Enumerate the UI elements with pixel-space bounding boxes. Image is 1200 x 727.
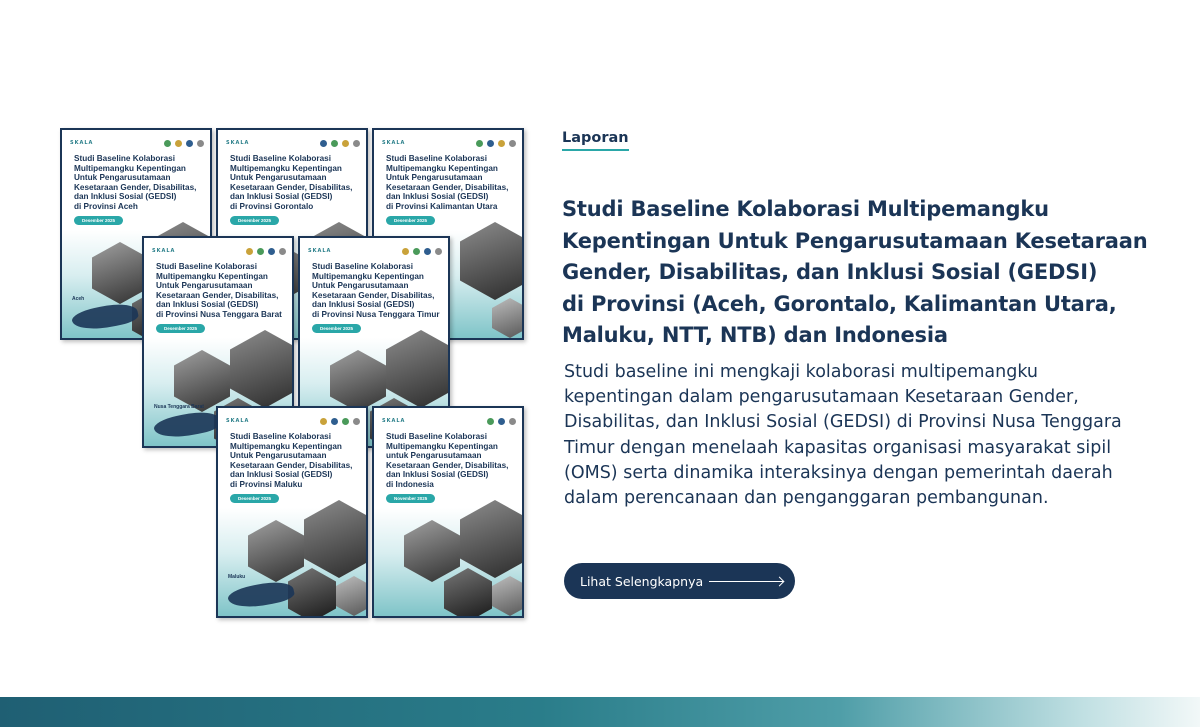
partner-logo-icon [197,140,204,147]
partner-logo-icon [186,140,193,147]
province-map-icon [152,407,221,442]
partner-logo-icon [413,248,420,255]
photo-hexagon [174,350,230,412]
cover-title: Studi Baseline Kolaborasi Multipemangku Kepentingan Untuk Pengarusutamaan Kesetaraan Gender, Disabilitas, dan Inklusi Sosial (GEDSI) di Provinsi Gorontalo [230,154,353,211]
partner-logo-icon [487,418,494,425]
report-cover-collage[interactable] [60,128,530,623]
partner-logo-icon [487,140,494,147]
photo-hexagon [304,500,368,578]
photo-hexagon [386,330,450,408]
partner-logo-icon [342,140,349,147]
partner-logo-icon [331,418,338,425]
report-cover-indonesia[interactable] [372,406,524,618]
partner-logo-icon [498,140,505,147]
partner-logo-icon [320,418,327,425]
partner-logo-icon [342,418,349,425]
cover-logo-row [308,246,442,256]
skala-logo: SKALA [152,248,176,254]
partner-logo-icon [402,248,409,255]
cover-logo-row [226,138,360,148]
cover-title: Studi Baseline Kolaborasi Multipemangku Kepentingan Untuk Pengarusutamaan Kesetaraan Gender, Disabilitas, dan Inklusi Sosial (GEDSI) di Provinsi Maluku [230,432,353,489]
cover-title: Studi Baseline Kolaborasi Multipemangku Kepentingan Untuk Pengarusutamaan Kesetaraan Gender, Disabilitas, dan Inklusi Sosial (GEDSI) di Provinsi Aceh [74,154,197,211]
see-more-label: Lihat Selengkapnya [580,573,704,589]
footer-gradient-bar [0,697,1200,727]
cover-title: Studi Baseline Kolaborasi Multipemangku Kepentingan Untuk Pengarusutamaan Kesetaraan Gender, Disabilitas, dan Inklusi Sosial (GEDSI) di Provinsi Nusa Tenggara Timur [312,262,440,319]
photo-hexagon [492,576,524,616]
partner-logo-icon [476,140,483,147]
partner-logo-icon [353,418,360,425]
partner-logo-icon [175,140,182,147]
cover-date-badge: Desember 2025 [386,216,435,225]
cover-date-badge: Desember 2025 [156,324,205,333]
cover-title: Studi Baseline Kolaborasi Multipemangku Kepentingan untuk Pengarusutamaan Kesetaraan Gender, Disabilitas, dan Inklusi Sosial (GEDSI) di Indonesia [386,432,509,489]
cover-logo-row [152,246,286,256]
partner-logo-icon [353,140,360,147]
partner-logo-icon [268,248,275,255]
skala-logo: SKALA [382,140,406,146]
photo-hexagon [492,298,524,338]
photo-hexagon [460,222,524,300]
cover-date-badge: Desember 2025 [230,216,279,225]
cover-date-badge: November 2025 [386,494,435,503]
cover-logo-row [382,138,516,148]
photo-hexagon [404,520,460,582]
partner-logo-icon [435,248,442,255]
partner-logo-icon [279,248,286,255]
cover-region-label: Maluku [228,574,246,580]
photo-hexagon [336,576,368,616]
partner-logo-icon [257,248,264,255]
photo-hexagon [92,242,148,304]
province-map-icon [70,299,139,334]
partner-logo-icon [509,418,516,425]
partner-logo-icon [320,140,327,147]
cover-region-label: Aceh [72,296,85,302]
partner-logo-icon [509,140,516,147]
report-cover-maluku[interactable] [216,406,368,618]
partner-logo-icon [331,140,338,147]
arrow-right-icon [709,581,783,582]
report-headline: Studi Baseline Kolaborasi Multipemangku Kepentingan Untuk Pengarusutamaan Kesetaraan Gender, Disabilitas, dan Inklusi Sosial (GEDSI) di Provinsi (Aceh, Gorontalo, Kalimantan Utara, Maluku, NTT, NTB) dan Indonesia [562,197,1148,347]
province-map-icon [226,577,295,612]
photo-hexagon [230,330,294,408]
cover-date-badge: Desember 2025 [74,216,123,225]
report-description: Studi baseline ini mengkaji kolaborasi multipemangku kepentingan dalam pengarusutamaan Kesetaraan Gender, Disabilitas, dan Inklusi Sosial (GEDSI) di Provinsi Nusa Tenggara Timur dengan menelaah kapasitas organisasi masyarakat sipil (OMS) serta dinamika interaksinya dengan pemerintah daerah dalam perencanaan dan penganggaran pembangunan. [564,362,1122,509]
skala-logo: SKALA [382,418,406,424]
section-label: Laporan [562,130,629,151]
photo-hexagon [248,520,304,582]
photo-hexagon [288,568,336,618]
see-more-button[interactable] [564,563,795,599]
photo-hexagon [444,568,492,618]
cover-region-label: Nusa Tenggara Barat [154,404,204,410]
partner-logo-icon [424,248,431,255]
skala-logo: SKALA [308,248,332,254]
photo-hexagon [330,350,386,412]
photo-hexagon [460,500,524,578]
cover-title: Studi Baseline Kolaborasi Multipemangku Kepentingan Untuk Pengarusutamaan Kesetaraan Gender, Disabilitas, dan Inklusi Sosial (GEDSI) di Provinsi Nusa Tenggara Barat [156,262,282,319]
cover-date-badge: Desember 2025 [312,324,361,333]
partner-logo-icon [498,418,505,425]
cover-logo-row [382,416,516,426]
cover-logo-row [70,138,204,148]
skala-logo: SKALA [70,140,94,146]
partner-logo-icon [246,248,253,255]
cover-date-badge: Desember 2025 [230,494,279,503]
partner-logo-icon [164,140,171,147]
cover-title: Studi Baseline Kolaborasi Multipemangku Kepentingan Untuk Pengarusutamaan Kesetaraan Gender, Disabilitas, dan Inklusi Sosial (GEDSI) di Provinsi Kalimantan Utara [386,154,509,211]
skala-logo: SKALA [226,140,250,146]
skala-logo: SKALA [226,418,250,424]
cover-logo-row [226,416,360,426]
